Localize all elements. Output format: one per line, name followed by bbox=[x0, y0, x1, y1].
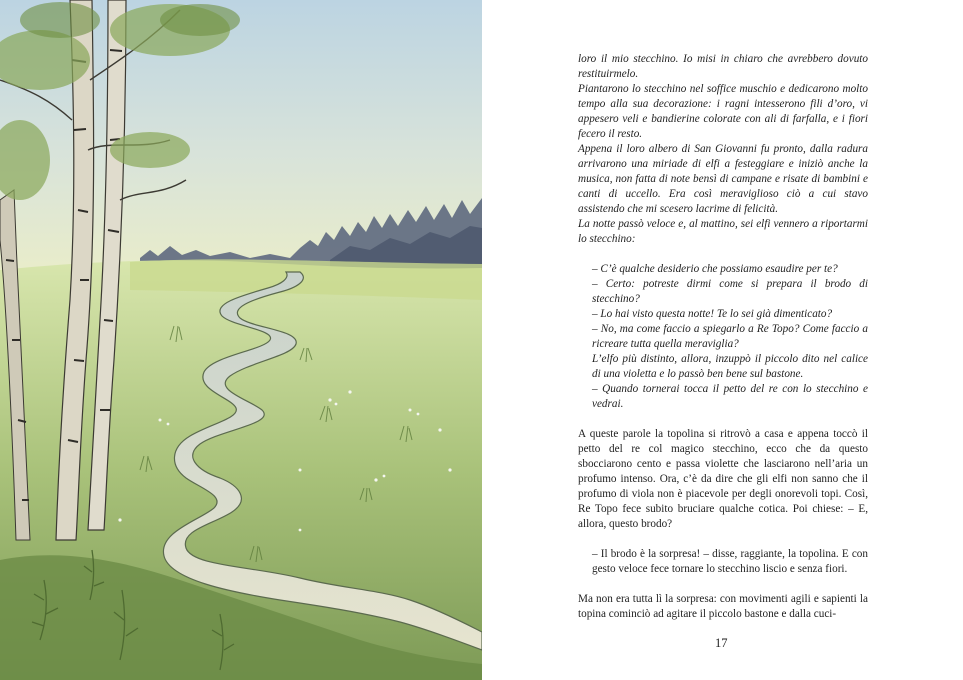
dialogue-line: – C’è qualche desiderio che possiamo esaudire per te? bbox=[592, 263, 838, 275]
italic-paragraph: La notte passò veloce e, al mattino, sei elfi vennero a riportarmi lo stecchino: bbox=[578, 218, 868, 245]
dialogue-line: – Lo hai visto questa notte! Te lo sei già dimenticato? bbox=[592, 308, 833, 320]
dialogue-line: – Quando tornerai tocca il petto del re con lo stecchino e vedrai. bbox=[592, 383, 868, 410]
italic-paragraph: Appena il loro albero di San Giovanni fu pronto, dalla radura arrivarono una miriade di elfi a festeggiare e iniziò anche la musica, non fatta di note bensì di campane e risate di bambini e canti di uccello. Era così meraviglioso ciò a cui stavo assistendo che mi scesero lacrime di felicità. bbox=[578, 143, 868, 215]
dialogue-line: – No, ma come faccio a spiegarlo a Re Topo? Come faccio a ricreare tutta quella meraviglia? bbox=[592, 323, 868, 350]
dialogue-line: L’elfo più distinto, allora, inzuppò il piccolo dito nel calice di una violetta e lo passò ben bene sul bastone. bbox=[592, 353, 868, 380]
italic-paragraph: loro il mio stecchino. Io misi in chiaro che avrebbero dovuto restituirmelo. bbox=[578, 53, 868, 80]
upright-paragraph: A queste parole la topolina si ritrovò a casa e appena toccò il petto del re col magico stecchino, ecco che da questo sbocciarono cento e passa violette che lasciarono nell’aria un profumo intenso. Ora, c’è da dire che gli elfi non sanno che il profumo di viola non è piacevole per degli onorevoli topi. Così, Re Topo fece subito bruciare qualche cotica. Poi chiese: – E, allora, questo brodo? bbox=[578, 428, 868, 530]
upright-paragraph: Ma non era tutta lì la sorpresa: con movimenti agili e sapienti la topina cominciò ad agitare il piccolo bastone e dalla cuci- bbox=[578, 593, 868, 620]
upright-dialogue: – Il brodo è la sorpresa! – disse, raggiante, la topolina. E con gesto veloce fece tornare lo stecchino liscio e senza fiori. bbox=[592, 548, 868, 575]
body-text bbox=[578, 52, 868, 622]
dialogue-line: – Certo: potreste dirmi come si prepara il brodo di stecchino? bbox=[592, 278, 868, 305]
italic-paragraph: Piantarono lo stecchino nel soffice muschio e dedicarono molto tempo alla sua decorazione: i ragni intesserono fili d’oro, vi appesero veli e bandierine colorate con ali di farfalla, e i fiori fecero il resto. bbox=[578, 83, 868, 140]
text-page bbox=[482, 0, 963, 680]
page-number: 17 bbox=[715, 636, 728, 650]
